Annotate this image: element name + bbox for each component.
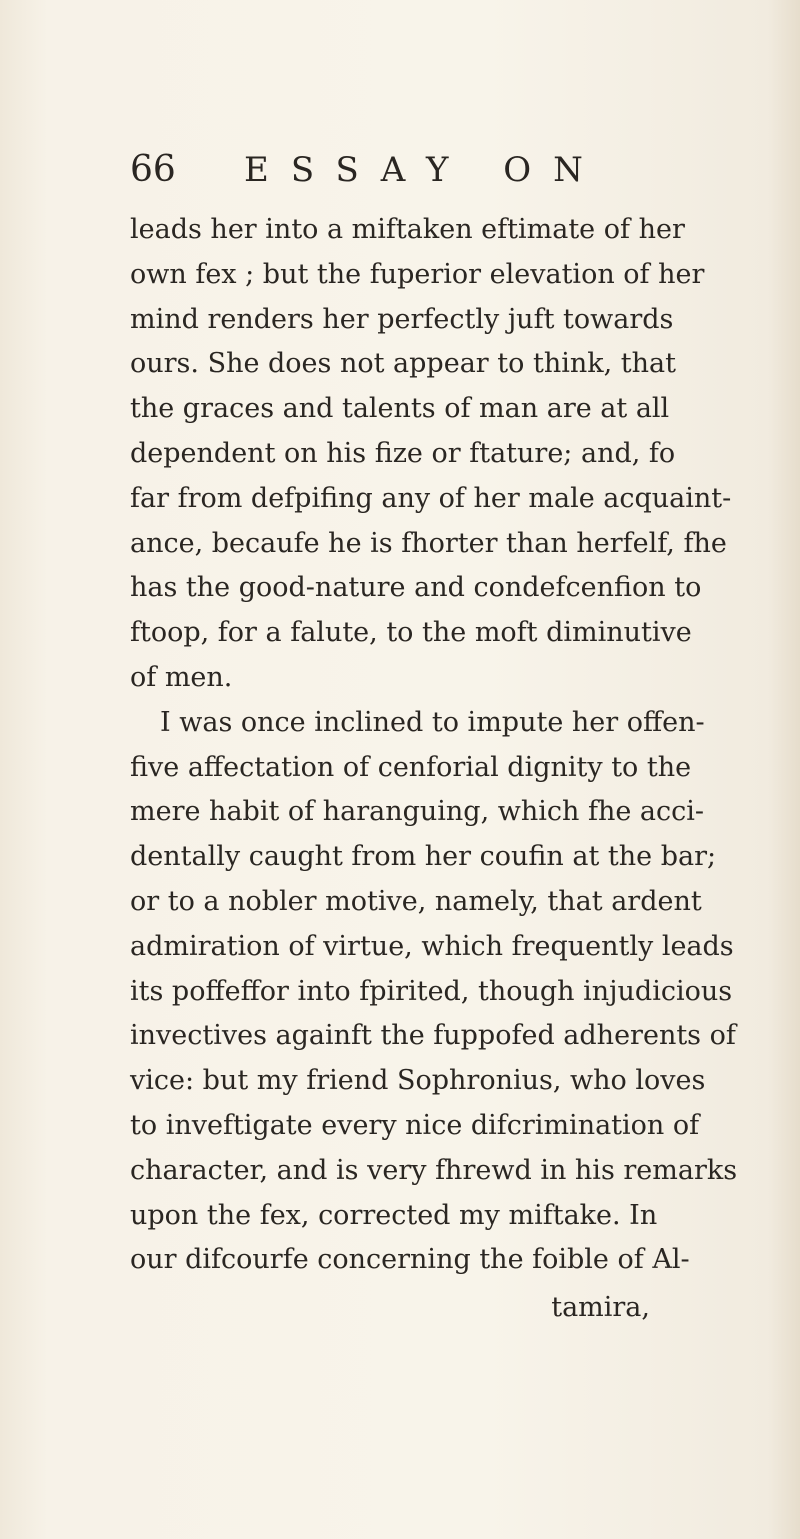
catchword: tamira, [551, 1292, 650, 1323]
text-line: or to a nobler motive, namely, that ardent [130, 885, 702, 917]
running-head: ESSAY ON [244, 150, 605, 190]
text-line: mind renders her perfectly juft towards [130, 303, 674, 335]
text-line: its poffeffor into fpirited, though injudicious [130, 975, 733, 1007]
text-line: character, and is very fhrewd in his remarks [130, 1154, 738, 1186]
text-line: of men. [130, 661, 233, 693]
text-line: ours. She does not appear to think, that [130, 348, 676, 380]
text-line: our difcourfe concerning the foible of Al- [130, 1244, 690, 1276]
text-line: far from defpifing any of her male acquaint- [130, 482, 732, 514]
text-line: dependent on his fize or ftature; and, fo [130, 437, 676, 469]
text-line: to inveftigate every nice difcrimination of [130, 1109, 700, 1141]
text-line: leads her into a miftaken eftimate of her [130, 214, 685, 245]
text-line: has the good-nature and condefcenfion to [130, 572, 702, 604]
page-number: 66 [130, 149, 176, 190]
text-line: ftoop, for a falute, to the moft diminutive [130, 617, 692, 649]
text-line: dentally caught from her coufin at the bar; [130, 841, 717, 873]
page-header [130, 150, 650, 190]
text-line: admiration of virtue, which frequently leads [130, 930, 734, 962]
text-line: invectives againft the fuppofed adherents of [130, 1020, 736, 1052]
text-line: ance, becaufe he is fhorter than herfelf, fhe [130, 527, 727, 559]
text-line: five affectation of cenforial dignity to the [130, 751, 692, 783]
text-line: vice: but my friend Sophronius, who loves [130, 1065, 706, 1097]
text-line: mere habit of haranguing, which fhe acci- [130, 796, 705, 828]
text-line: upon the fex, corrected my miftake. In [130, 1199, 658, 1231]
text-line: the graces and talents of man are at all [130, 393, 670, 425]
text-line: own fex ; but the fuperior elevation of her [130, 258, 705, 290]
body-text [130, 208, 738, 1283]
text-line: I was once inclined to impute her offen- [160, 706, 705, 738]
